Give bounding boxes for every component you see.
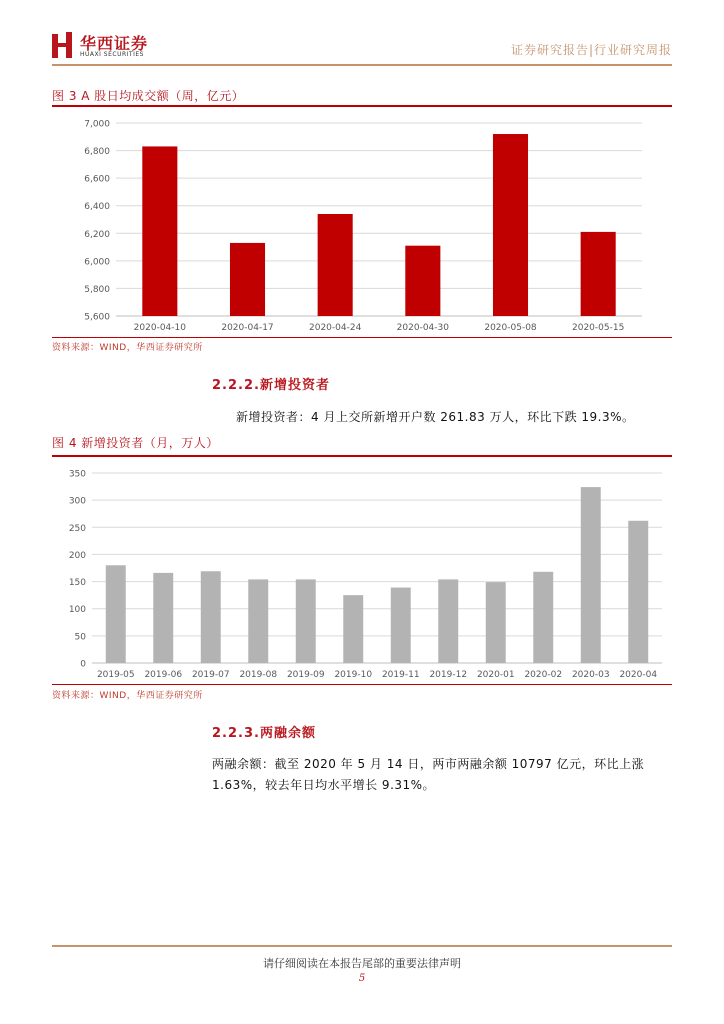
fig3-y-tick-label: 6,600 (84, 174, 110, 185)
fig4-x-tick-label: 2019-07 (191, 670, 230, 680)
fig4-bar (581, 487, 601, 663)
fig3-y-tick-label: 6,200 (84, 229, 110, 240)
fig4-x-tick-label: 2019-06 (144, 670, 183, 680)
figure3-title: 图 3 A 股日均成交额（周，亿元） (52, 89, 245, 103)
fig4-bar (106, 565, 126, 663)
fig4-y-tick-label: 300 (68, 496, 86, 507)
fig3-x-tick-label: 2020-04-10 (133, 323, 186, 333)
header-divider (52, 64, 672, 66)
huaxi-logo-icon (52, 32, 74, 58)
fig4-x-tick-label: 2020-01 (476, 670, 515, 680)
fig4-x-tick-label: 2020-02 (524, 670, 563, 680)
fig4-x-tick-label: 2019-09 (286, 670, 325, 680)
figure3-bar-chart (52, 108, 672, 336)
fig4-y-tick-label: 200 (68, 550, 86, 561)
fig3-x-tick-label: 2020-05-15 (572, 323, 625, 333)
fig3-bar (230, 243, 265, 316)
paragraph-new-investors: 新增投资者：4 月上交所新增开户数 261.83 万人，环比下跌 19.3%。 (236, 410, 635, 424)
fig3-y-tick-label: 5,800 (84, 284, 110, 295)
fig4-x-tick-label: 2019-11 (381, 670, 420, 680)
paragraph-margin-balance: 两融余额：截至 2020 年 5 月 14 日，两市两融余额 10797 亿元，环比上涨 1.63%，较去年日均水平增长 9.31%。 (212, 757, 645, 792)
figure4-source: 资料来源：WIND，华西证券研究所 (52, 691, 203, 701)
fig3-y-tick-label: 6,400 (84, 202, 110, 213)
fig4-bar (153, 573, 173, 663)
fig4-bar (248, 579, 268, 663)
fig4-bar (391, 588, 411, 663)
fig4-x-tick-label: 2019-08 (239, 670, 278, 680)
fig3-y-tick-label: 6,000 (84, 257, 110, 268)
report-header (52, 28, 672, 68)
fig3-bar (405, 246, 440, 316)
fig4-x-tick-label: 2020-03 (571, 670, 610, 680)
fig3-y-tick-label: 5,600 (84, 312, 110, 323)
fig4-y-tick-label: 100 (68, 605, 86, 616)
figure4-bar-chart (52, 460, 672, 684)
fig3-bar (318, 214, 353, 316)
brand-name-en: HUAXI SECURITIES (80, 51, 144, 58)
figure4-bottom-rule (52, 684, 672, 685)
fig4-bar (343, 595, 363, 663)
figure3-source: 资料来源：WIND，华西证券研究所 (52, 343, 203, 353)
fig4-x-tick-label: 2019-12 (429, 670, 468, 680)
fig4-bar (438, 579, 458, 663)
fig4-x-tick-label: 2019-05 (96, 670, 135, 680)
fig4-bar (628, 521, 648, 663)
brand-name-cn: 华西证券 (80, 34, 149, 53)
figure4-top-rule (52, 455, 672, 457)
fig4-bar (533, 572, 553, 663)
footer-disclaimer: 请仔细阅读在本报告尾部的重要法律声明 (263, 957, 461, 970)
fig4-bar (296, 579, 316, 663)
fig3-bar (142, 146, 177, 316)
fig3-x-tick-label: 2020-04-30 (396, 323, 449, 333)
fig4-x-tick-label: 2019-10 (334, 670, 373, 680)
footer-divider (52, 945, 672, 947)
fig3-y-tick-label: 6,800 (84, 147, 110, 158)
figure4-title: 图 4 新增投资者（月，万人） (52, 436, 219, 450)
fig3-bar (493, 134, 528, 316)
fig3-x-tick-label: 2020-04-24 (309, 323, 362, 333)
section-heading-margin-balance: 2.2.3.两融余额 (212, 726, 316, 741)
fig4-bar (201, 571, 221, 663)
fig4-y-tick-label: 50 (74, 632, 86, 643)
figure3-bottom-rule (52, 337, 672, 338)
figure3-top-rule (52, 105, 672, 107)
fig3-bar (581, 232, 616, 316)
fig4-y-tick-label: 0 (80, 659, 86, 670)
report-type: 证券研究报告|行业研究周报 (510, 43, 672, 57)
fig3-x-tick-label: 2020-04-17 (221, 323, 274, 333)
fig3-y-tick-label: 7,000 (84, 119, 110, 130)
fig4-y-tick-label: 350 (68, 469, 86, 480)
fig4-x-tick-label: 2020-04 (619, 670, 658, 680)
fig4-y-tick-label: 150 (68, 578, 86, 589)
fig3-x-tick-label: 2020-05-08 (484, 323, 537, 333)
fig4-y-tick-label: 250 (68, 523, 86, 534)
section-heading-new-investors: 2.2.2.新增投资者 (212, 378, 330, 393)
fig4-bar (486, 582, 506, 663)
page-number: 5 (358, 973, 366, 984)
